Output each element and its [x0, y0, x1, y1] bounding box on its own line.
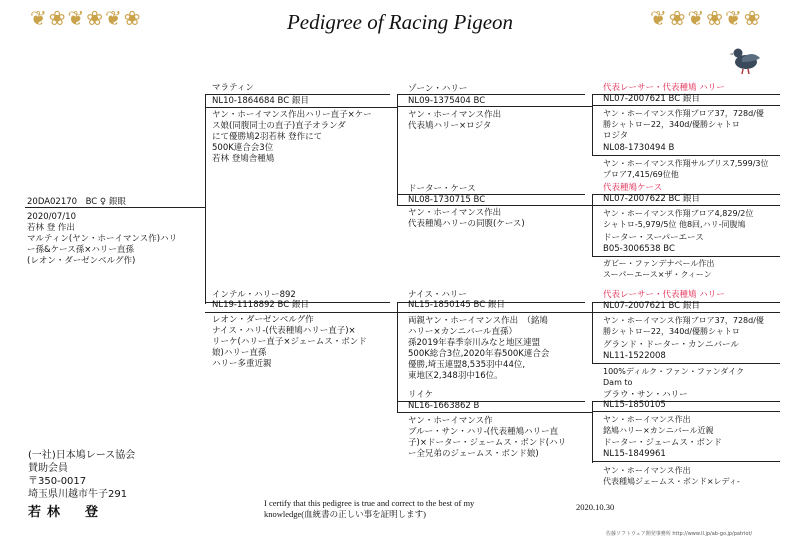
gen4-underline	[592, 363, 780, 364]
gen4-line-text: 100%ディルク・ファン・ファンダイク	[603, 367, 745, 376]
gen4-name: グランド・ドーター・カンニバール	[603, 340, 739, 350]
gen3-line-text: ハリー×カンニバール直孫）	[408, 327, 517, 337]
sire-ring: NL10-1864684 BC 銀目	[212, 96, 309, 106]
sire-line	[205, 94, 390, 95]
gen4-ring: NL07-2007622 BC 銀目	[603, 194, 700, 204]
gen3-line	[397, 94, 585, 95]
sire-name: マラティン	[212, 83, 254, 93]
gen4-underline	[592, 256, 780, 257]
gen4-underline	[592, 155, 780, 156]
gen3-name: ゾーン・ハリー	[408, 84, 468, 94]
gen4-line-text: ヤン・ホーイマンス作翔プロア37，728d/優	[603, 109, 764, 118]
gen3-line-text: 孫2019年春季奈川みなと地区連盟	[408, 338, 541, 348]
gen4-line-text: スーパーエース×ザ・クィーン	[603, 270, 712, 279]
gen4-name: ブラウ・サン・ハリー	[603, 390, 688, 400]
gen4-line-text: ヤン・ホーイマンス作出	[603, 415, 691, 424]
gen4-ring: B05-3006538 BC	[603, 244, 675, 254]
sire-line-text: ヤン・ホーイマンス作出ハリー直子×ケー	[212, 110, 372, 120]
bracket-line	[592, 194, 593, 256]
gen4-line-text: ヤン・ホーイマンス作翔ブロア37，728d/優	[603, 316, 764, 325]
gen3-underline	[397, 412, 585, 413]
gen4-name: ロジタ	[603, 131, 629, 141]
sire-underline	[205, 107, 390, 108]
sire-line-text: 若林 登鳩舎種鳩	[212, 154, 275, 164]
gen4-underline	[592, 411, 780, 412]
gen4-details	[603, 465, 740, 487]
left-ornament: ❦❀❦❀❦❀	[30, 6, 143, 30]
bracket-line	[397, 302, 398, 412]
gen4-details	[603, 158, 769, 180]
gen3-ring: NL15-1850145 BC 銀目	[408, 300, 505, 310]
gen3-line-text: 代表種鳩ハリーの同腹(ケース)	[408, 219, 525, 229]
gen4-underline	[592, 105, 780, 106]
gen3-line-text: 両親ヤン・ホーイマンス作出 （銘鳩	[408, 316, 548, 326]
right-ornament: ❦❀❦❀❦❀	[650, 6, 763, 30]
gen3-details	[408, 416, 566, 460]
gen3-details	[408, 110, 501, 132]
gen4-ring: NL11-1522008	[603, 351, 666, 361]
certify-line-2: knowledge(血統書の正しい事を証明します)	[264, 509, 426, 519]
gen4-line-text: プロア7,415/69位他	[603, 170, 679, 179]
gen4-details	[603, 258, 714, 280]
gen3-line-text: 優勝,埼玉連盟8,535羽中44位,	[408, 360, 526, 370]
sire-details	[212, 110, 372, 165]
gen3-ring: NL16-1663862 B	[408, 401, 480, 411]
owner-org: (一社)日本鳩レース協会	[28, 450, 136, 461]
gen4-details	[603, 414, 714, 436]
gen4-ring: NL15-1850105	[603, 400, 666, 410]
gen4-line-text: シャトロ-5,979/5位 他8回,ハリ-同腹鳩	[603, 220, 746, 229]
subject-details	[27, 212, 177, 267]
gen3-line-text: ヤン・ホーイマンス作	[408, 416, 493, 426]
subject-ring: 20DA02170 BC ♀ 銀眼	[27, 197, 126, 207]
gen3-name: ナイス・ハリー	[408, 290, 467, 300]
gen4-underline	[592, 461, 780, 462]
dam-line-text: レオン・ダーゼンベルグ作	[212, 315, 314, 325]
footer-credit: 佐藤ソフトウェア開発事務所 http://www.ll.jp/ab-go.jp/patriot/	[606, 531, 753, 537]
gen4-name: 代表レーサー・代表種鳩 ハリー	[603, 83, 725, 93]
owner-address: 埼玉県川越市牛子291	[28, 489, 128, 500]
certify-date: 2020.10.30	[576, 502, 615, 512]
gen4-line-text: Dam to	[603, 378, 633, 387]
owner-member: 賛助会員	[28, 463, 68, 474]
dam-ring: NL19-1118892 BC 銀目	[212, 300, 309, 310]
gen4-line-text: 勝シャトロー22，340d/優勝シャトロ	[603, 120, 740, 129]
subject-line: ー孫&ケース孫×ハリー直孫	[27, 245, 134, 255]
gen4-line-text: 銘鳩ハリー×カンニバール近親	[603, 426, 714, 435]
dam-line-text: 娘)ハリー直孫	[212, 348, 267, 358]
gen3-line-text: 代表鳩ハリー×ロジタ	[408, 121, 492, 131]
owner-zip: 〒350-0017	[28, 476, 87, 487]
subject-underline	[25, 207, 200, 208]
sire-line-text: にて優勝鳩2羽若林 登作にて	[212, 132, 323, 142]
gen4-details	[603, 208, 753, 230]
gen4-name: 代表種鳩ケース	[603, 183, 663, 193]
gen3-underline	[397, 106, 585, 107]
page-title: Pedigree of Racing Pigeon	[286, 10, 514, 34]
subject-line: マルティン(ヤン・ホーイマンス作)ハリ	[27, 234, 178, 244]
gen3-ring: NL09-1375404 BC	[408, 96, 486, 106]
gen4-line-text: ヤン・ホーイマンス作翔ブロア4,829/2位	[603, 209, 754, 218]
gen4-line-text: ガビー・ファンデナベール作出	[603, 259, 715, 268]
gen4-ring: NL08-1730494 B	[603, 143, 675, 153]
bracket-line	[592, 94, 593, 155]
bracket-line	[390, 107, 398, 108]
gen3-line-text: ブルー・サン・ハリ-(代表種鳩ハリー直	[408, 427, 559, 437]
dam-underline	[205, 312, 390, 313]
gen4-underline	[592, 205, 780, 206]
subject-line: (レオン・ダーゼンベルグ作)	[27, 256, 136, 266]
gen4-ring: NL15-1849961	[603, 449, 666, 459]
gen4-details	[603, 366, 744, 388]
dam-line-text: ナイス・ハリ-(代表種鳩ハリー直子)×	[212, 326, 356, 336]
gen3-details	[408, 316, 549, 382]
gen3-details	[408, 208, 525, 230]
dam-details	[212, 315, 367, 370]
gen4-ring: NL07-2007621 BC 銀目	[603, 94, 700, 104]
gen3-line-text: ー全兄弟のジェームス・ボンド娘)	[408, 449, 539, 459]
gen4-details	[603, 315, 764, 337]
bracket-line	[205, 94, 206, 304]
bracket-line	[585, 106, 593, 107]
gen4-underline	[592, 312, 780, 313]
gen3-line-text: 東地区2,348羽中16位。	[408, 371, 503, 381]
bracket-line	[397, 94, 398, 205]
gen3-line-text: 子)×ドーター・ジェームス・ボンド(ハリ	[408, 438, 567, 448]
gen3-line-text: ヤン・ホーイマンス作出	[408, 110, 502, 120]
gen4-line-text: 代表種鳩ジェームス・ボンド×レディ-	[603, 477, 740, 486]
subject-line: 若林 登 作出	[27, 223, 75, 233]
gen4-line-text: ヤン・ホーイマンス作翔サルブリス7,599/3位	[603, 159, 769, 168]
gen3-underline	[397, 312, 585, 313]
gen4-line-text: 勝シャトロー22，340d/優勝シャトロ	[603, 327, 740, 336]
certify-line-1: I certify that this pedigree is true and correct to the best of my	[264, 498, 475, 508]
gen4-name: ドーター・スーパーエース	[603, 233, 704, 243]
sire-line-text: 500K連合会3位	[212, 143, 274, 153]
dam-name: インテル・ハリー892	[212, 290, 296, 300]
gen3-name: ドーター・ケース	[408, 184, 476, 194]
gen4-line-text: ヤン・ホーイマンス作出	[603, 466, 691, 475]
gen3-line-text: 500K総合3位,2020年春500K連合会	[408, 349, 550, 359]
owner-block	[28, 449, 135, 520]
gen3-line-text: ヤン・ホーイマンス作出	[408, 208, 502, 218]
bracket-line	[200, 207, 206, 208]
bracket-line	[585, 412, 593, 413]
gen4-ring: NL07-2007621 BC 銀目	[603, 301, 700, 311]
gen4-details	[603, 108, 764, 130]
sire-line-text: ス娘(同腹同士の直子)直子オランダ	[212, 121, 346, 131]
dam-line-text: リーケ(ハリー直子×ジェームス・ボンド	[212, 337, 367, 347]
gen4-name: ドーター・ジェームス・ボンド	[603, 438, 722, 448]
gen3-ring: NL08-1730715 BC	[408, 195, 486, 205]
subject-line: 2020/07/10	[27, 212, 76, 222]
gen3-name: リイケ	[408, 390, 434, 400]
gen3-underline	[397, 205, 585, 206]
dam-line-text: ハリー多重近親	[212, 359, 272, 369]
gen4-name: 代表レーサー・代表種鳩 ハリー	[603, 290, 725, 300]
pigeon-icon	[728, 42, 764, 76]
owner-name: 若林 登	[28, 505, 105, 520]
